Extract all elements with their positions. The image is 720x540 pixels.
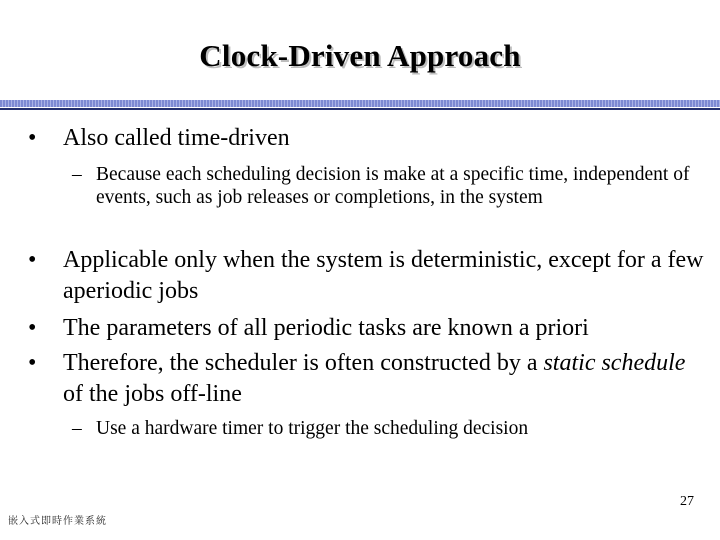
bullet-text: The parameters of all periodic tasks are known a priori (63, 315, 589, 341)
bullet-text-end: of the jobs off-line (63, 381, 242, 407)
sub-bullet-text: Use a hardware timer to trigger the scheduling decision (96, 418, 529, 439)
sub-bullet-text: Because each scheduling decision is make at a specific time, independent of events, such as job releases or completions, in the system (96, 164, 690, 208)
bullet-text: Also called time-driven (63, 125, 290, 151)
slide-title: Clock-Driven Approach (199, 38, 521, 73)
sub-bullet-marker: – (72, 164, 82, 185)
bullet-marker: • (28, 125, 37, 151)
bullet-text (63, 348, 708, 410)
sub-bullet-item-4 (72, 417, 692, 440)
sub-bullet-marker: – (72, 418, 82, 439)
title-divider-band (0, 100, 720, 107)
bullet-text-emphasis: static schedule (543, 350, 686, 376)
bullet-marker: • (28, 247, 37, 273)
bullet-item-3 (28, 313, 708, 344)
bullet-marker: • (28, 350, 37, 376)
bullet-text-start: Therefore, the scheduler is often constructed by a (63, 350, 544, 376)
title-divider (0, 100, 720, 111)
footer-text: 嵌入式即時作業系統 (8, 516, 107, 527)
sub-bullet-item-1 (72, 163, 692, 209)
bullet-text: Applicable only when the system is deterministic, except for a few aperiodic jobs (63, 247, 704, 304)
bullet-marker: • (28, 315, 37, 341)
bullet-item-1 (28, 123, 708, 154)
page-number: 27 (680, 494, 694, 509)
bullet-item-4 (28, 348, 708, 410)
title-divider-line (0, 108, 720, 110)
bullet-item-2 (28, 245, 708, 307)
